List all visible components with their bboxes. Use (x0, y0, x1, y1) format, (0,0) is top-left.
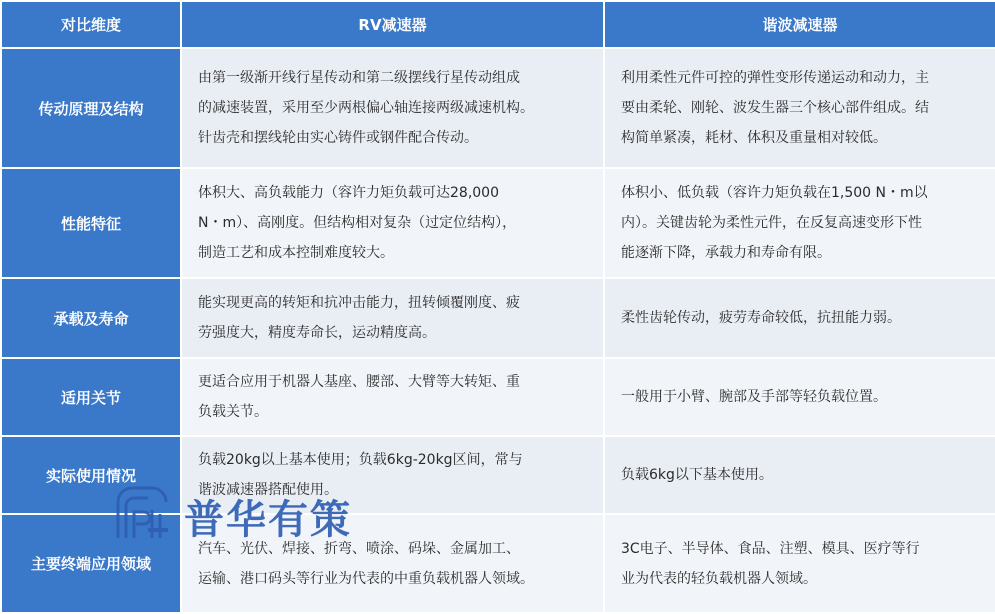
harmonic-cell (604, 48, 995, 168)
cell-line: 负载关节。 (198, 404, 268, 420)
cell-line: 利用柔性元件可控的弹性变形传递运动和动力，主 (621, 70, 929, 86)
rv-cell (181, 48, 604, 168)
header-dimension: 对比维度 (1, 1, 181, 48)
rv-cell (181, 358, 604, 436)
harmonic-cell (604, 436, 995, 514)
cell-line: 内）。关键齿轮为柔性元件，在反复高速变形下性 (621, 215, 922, 231)
row-label: 适用关节 (1, 358, 181, 436)
cell-line: 针齿壳和摆线轮由实心铸件或钢件配合传动。 (198, 130, 478, 146)
cell-line: 制造工艺和成本控制难度较大。 (198, 245, 394, 261)
puhua-logo-icon (108, 482, 176, 550)
watermark (108, 482, 352, 550)
cell-line: 体积小、低负载（容许力矩负载在1,500 N・m以 (621, 185, 928, 201)
cell-line: N・m）、高刚度。但结构相对复杂（过定位结构）， (198, 215, 517, 231)
row-label: 性能特征 (1, 168, 181, 278)
cell-line: 柔性齿轮传动，疲劳寿命较低，抗扭能力弱。 (621, 310, 901, 326)
cell-line: 3C电子、半导体、食品、注塑、模具、医疗等行 (621, 540, 920, 557)
row-label: 实际使用情况 (1, 436, 181, 514)
cell-line: 谐波减速器搭配使用。 (198, 482, 338, 498)
harmonic-cell (604, 278, 995, 358)
cell-line: 能逐渐下降，承载力和寿命有限。 (621, 245, 831, 261)
harmonic-cell (604, 358, 995, 436)
table-row (1, 278, 995, 358)
watermark-text: 普华有策 (184, 496, 352, 543)
cell-line: 构简单紧凑，耗材、体积及重量相对较低。 (621, 130, 887, 146)
cell-line: 要由柔轮、刚轮、波发生器三个核心部件组成。结 (621, 100, 929, 116)
cell-line: 能实现更高的转矩和抗冲击能力，扭转倾覆刚度、疲 (198, 295, 520, 311)
rv-cell (181, 278, 604, 358)
cell-line: 负载6kg以下基本使用。 (621, 467, 773, 483)
row-label: 传动原理及结构 (1, 48, 181, 168)
table-row (1, 168, 995, 278)
cell-line: 一般用于小臂、腕部及手部等轻负载位置。 (621, 389, 887, 405)
row-label: 主要终端应用领域 (1, 514, 181, 613)
cell-line: 体积大、高负载能力（容许力矩负载可达28,000 (198, 185, 499, 201)
table-row (1, 48, 995, 168)
header-harmonic-reducer: 谐波减速器 (604, 1, 995, 48)
cell-line: 业为代表的轻负载机器人领域。 (621, 570, 817, 587)
harmonic-cell (604, 168, 995, 278)
cell-line: 的减速装置，采用至少两根偏心轴连接两级减速机构。 (198, 100, 534, 116)
cell-line: 劳强度大，精度寿命长，运动精度高。 (198, 325, 436, 341)
cell-line: 汽车、光伏、焊接、折弯、喷涂、码垛、金属加工、 (198, 540, 520, 557)
header-row (1, 1, 995, 48)
cell-line: 更适合应用于机器人基座、腰部、大臂等大转矩、重 (198, 374, 520, 390)
rv-cell (181, 168, 604, 278)
header-rv-reducer: RV减速器 (181, 1, 604, 48)
row-label: 承载及寿命 (1, 278, 181, 358)
harmonic-cell (604, 514, 995, 613)
table-row (1, 358, 995, 436)
cell-line: 运输、港口码头等行业为代表的中重负载机器人领域。 (198, 570, 534, 587)
cell-line: 由第一级渐开线行星传动和第二级摆线行星传动组成 (198, 70, 520, 86)
cell-line: 负载20kg以上基本使用；负载6kg-20kg区间，常与 (198, 452, 523, 468)
